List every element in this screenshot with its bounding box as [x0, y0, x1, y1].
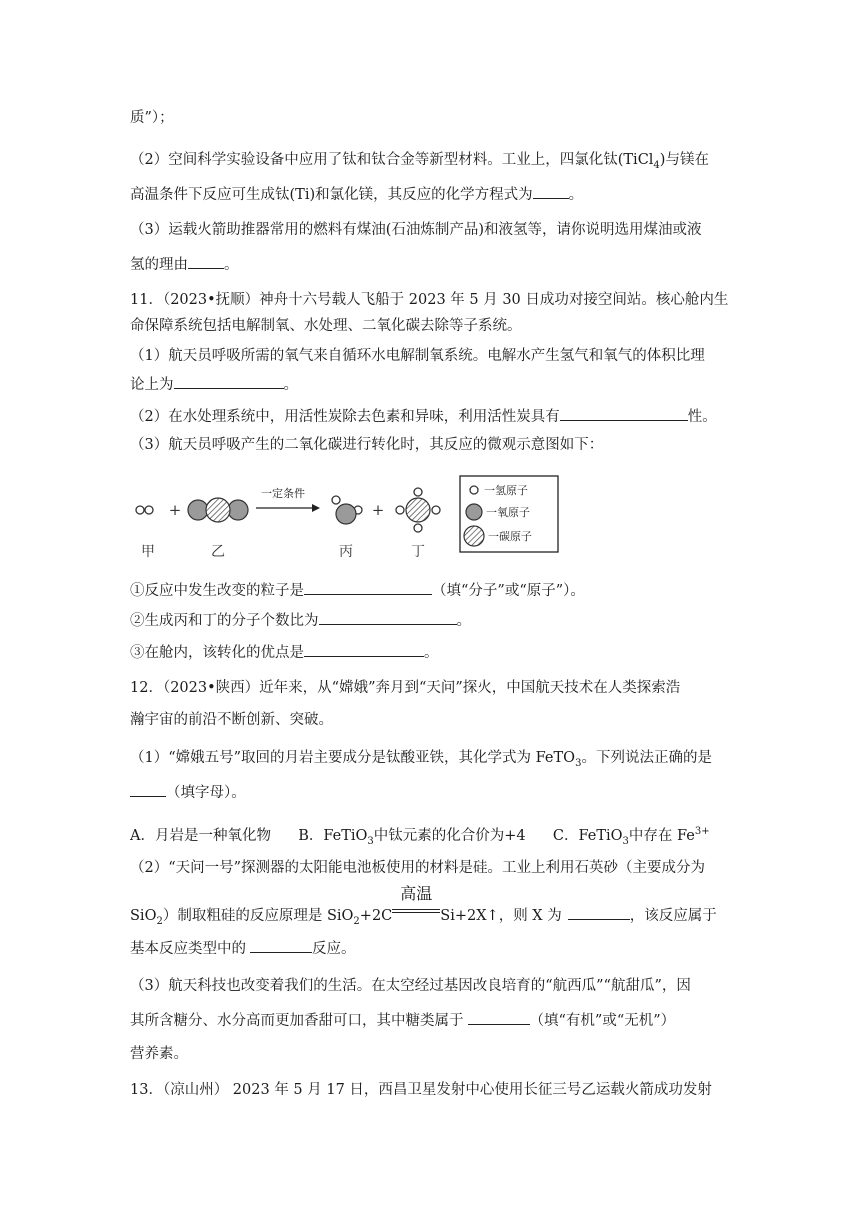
text-line: 命保障系统包括电解制氧、水处理、二氧化碳去除等子系统。: [130, 318, 522, 334]
carbon-atom-icon: [464, 526, 484, 546]
plus-sign: +: [371, 501, 385, 519]
option-c[interactable]: C．FeTiO$_3$中存在 $Fe^{3+}$: [552, 826, 710, 847]
question-11-sub-2: ②生成丙和丁的分子个数比为 。: [130, 610, 471, 631]
text-line: 氢的理由 。: [130, 254, 239, 275]
answer-blank[interactable]: [319, 610, 457, 625]
legend-box: [460, 476, 558, 552]
legend-oxygen: 一氧原子: [486, 506, 530, 519]
molecule-bing: [332, 496, 362, 524]
text-line: 高温条件下反应可生成钛(Ti)和氯化镁，其反应的化学方程式为 。: [130, 184, 583, 205]
question-12-stem: 12．（2023•陕西）近年来，从“嫦娥”奔月到“天问”探火，中国航天技术在人类探索浩: [130, 680, 681, 696]
reaction-condition-label: 一定条件: [261, 487, 305, 500]
answer-blank[interactable]: [130, 782, 166, 797]
question-10-part-2: （2）空间科学实验设备中应用了钛和钛合金等新型材料。工业上，四氯化钛(TiCl$_4$)与镁在: [130, 152, 709, 171]
text-line: 瀚宇宙的前沿不断创新、突破。: [130, 712, 333, 728]
legend-carbon: 一碳原子: [488, 530, 532, 543]
label-jia: 甲: [141, 544, 155, 560]
option-b[interactable]: B．FeTiO$_3$中钛元素的化合价为+4: [298, 827, 526, 847]
question-10-part-3: （3）运载火箭助推器常用的燃料有煤油(石油炼制产品)和液氢等，请你说明选用煤油或液: [130, 222, 702, 238]
plus-sign: +: [168, 501, 182, 519]
text-line: 其所含糖分、水分高而更加香甜可口，其中糖类属于 （填“有机”或“无机”）: [130, 1010, 675, 1031]
molecule-ding: [396, 488, 440, 532]
question-12-options: [130, 822, 710, 852]
question-11-stem: 11．（2023•抚顺）神舟十六号载人飞船于 2023 年 5 月 30 日成功对接空间站。核心舱内生: [130, 292, 729, 308]
text-line: 质”）；: [130, 110, 174, 126]
text-line: 基本反应类型中的 反应。: [130, 938, 356, 959]
text-line: 论上为 。: [130, 374, 298, 395]
question-11-sub-3: ③在舱内，该转化的优点是 。: [130, 642, 439, 663]
oxygen-atom-icon: [466, 504, 482, 520]
label-yi: 乙: [211, 544, 225, 560]
answer-blank[interactable]: [568, 905, 630, 920]
question-11-part-3: （3）航天员呼吸产生的二氧化碳进行转化时，其反应的微观示意图如下：: [130, 437, 604, 453]
answer-blank[interactable]: [304, 642, 424, 657]
arrow-head: [312, 504, 320, 512]
question-11-sub-1: ①反应中发生改变的粒子是 （填“分子”或“原子”）。: [130, 580, 585, 601]
answer-blank[interactable]: [468, 1010, 530, 1025]
legend-hydrogen: 一氢原子: [484, 484, 528, 497]
label-bing: 丙: [339, 544, 353, 560]
answer-blank[interactable]: [533, 184, 569, 199]
question-11-part-1: （1）航天员呼吸所需的氧气来自循环水电解制氧系统。电解水产生氢气和氧气的体积比理: [130, 348, 705, 364]
question-12-part-2: （2）“天问一号”探测器的太阳能电池板使用的材料是硅。工业上利用石英砂（主要成分为: [130, 860, 706, 876]
reaction-condition-equals: 高温: [392, 900, 440, 920]
answer-blank[interactable]: [304, 580, 432, 595]
option-a[interactable]: A．月岩是一种氧化物: [130, 827, 271, 844]
text-line: 营养素。: [130, 1046, 188, 1062]
answer-blank[interactable]: [188, 254, 224, 269]
answer-blank[interactable]: [560, 406, 688, 421]
question-12-part-1: （1）“嫦娥五号”取回的月岩主要成分是钛酸亚铁，其化学式为 FeTO$_3$。下列说法正确的是: [130, 750, 712, 769]
question-13-stem: 13．（凉山州） 2023 年 5 月 17 日，西昌卫星发射中心使用长征三号乙运载火箭成功发射: [130, 1082, 712, 1098]
text-line: （填字母）。: [130, 782, 246, 803]
reaction-micro-diagram: [128, 470, 568, 570]
answer-blank[interactable]: [250, 938, 312, 953]
answer-blank[interactable]: [174, 374, 284, 389]
question-11-part-2: （2）在水处理系统中，用活性炭除去色素和异味，利用活性炭具有 性。: [130, 406, 717, 427]
label-ding: 丁: [411, 544, 425, 560]
hydrogen-atom-icon: [470, 486, 478, 494]
text-line: SiO$_2$）制取粗硅的反应原理是 SiO$_2$+2C 高温 Si+2X↑，则 X 为 ，该反应属于: [130, 884, 717, 927]
molecule-jia: [136, 506, 153, 514]
molecule-yi: [188, 498, 248, 522]
question-12-part-3: （3）航天科技也改变着我们的生活。在太空经过基因改良培育的“航西瓜”“航甜瓜”，因: [130, 978, 691, 994]
